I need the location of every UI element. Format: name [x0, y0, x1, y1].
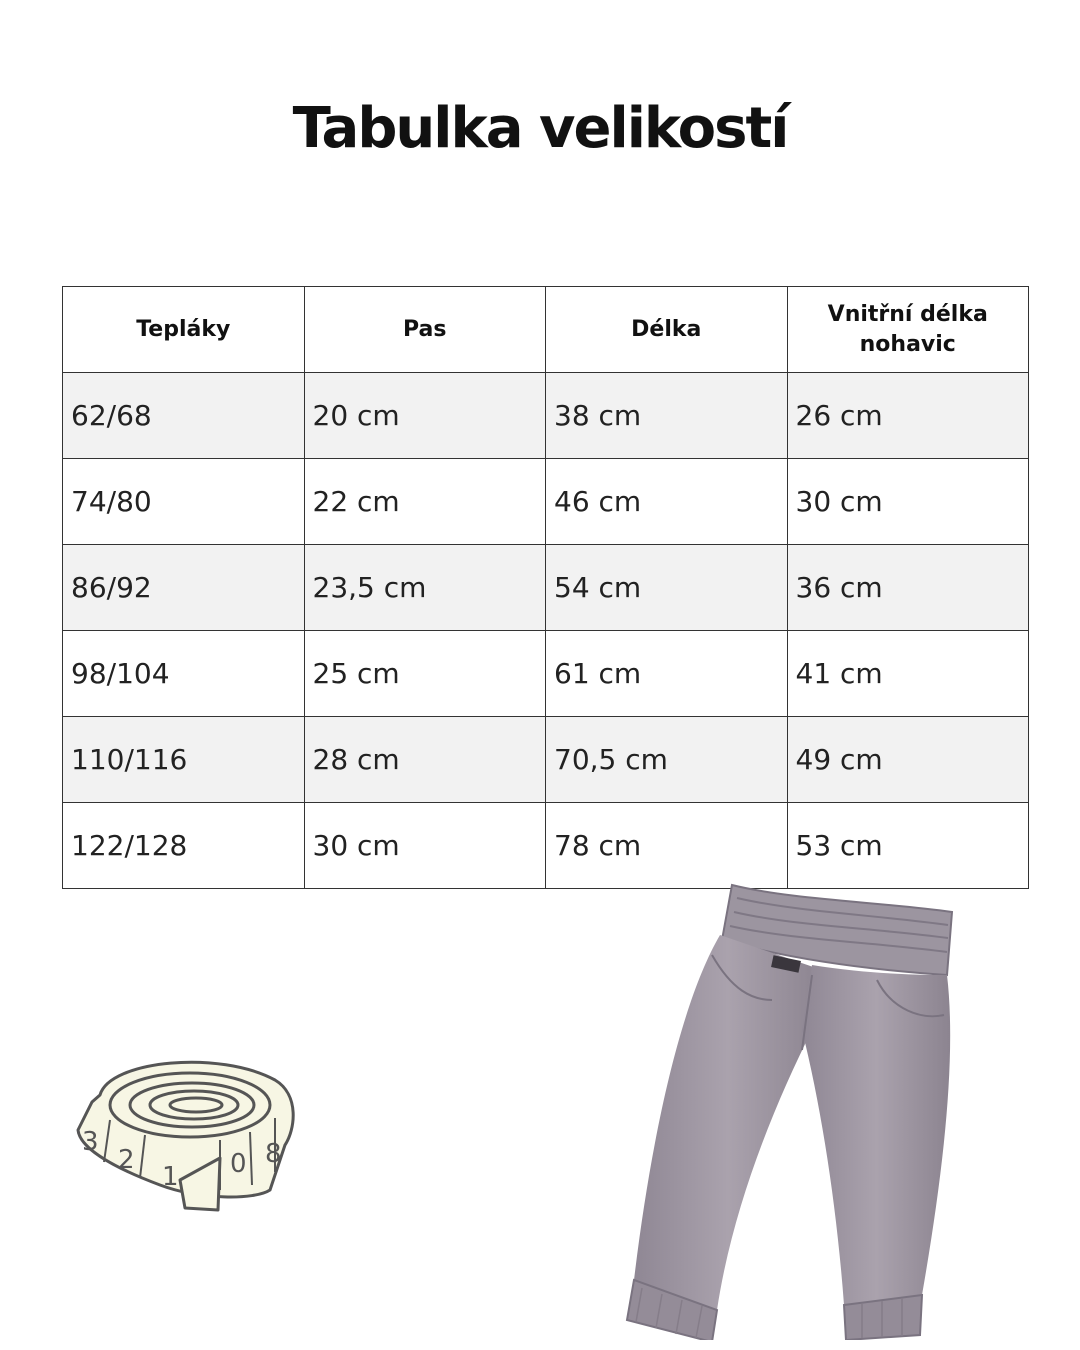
- table-cell-inseam: 36 cm: [787, 545, 1029, 631]
- table-cell-length: 54 cm: [546, 545, 788, 631]
- table-row: [63, 545, 1029, 631]
- tape-digit: 3: [82, 1127, 99, 1157]
- table-cell-length: 78 cm: [546, 803, 788, 889]
- table-cell-inseam: 49 cm: [787, 717, 1029, 803]
- table-row: [63, 373, 1029, 459]
- tape-digit: 1: [162, 1162, 179, 1192]
- table-cell-size: 86/92: [63, 545, 305, 631]
- tape-digit: 0: [230, 1149, 247, 1179]
- table-header-row: [63, 287, 1029, 373]
- table-row: [63, 803, 1029, 889]
- table-cell-waist: 28 cm: [304, 717, 546, 803]
- table-cell-inseam: 30 cm: [787, 459, 1029, 545]
- table-cell-size: 110/116: [63, 717, 305, 803]
- column-header-delka: Délka: [546, 287, 788, 373]
- table-cell-length: 70,5 cm: [546, 717, 788, 803]
- table-cell-inseam: 26 cm: [787, 373, 1029, 459]
- table-cell-length: 38 cm: [546, 373, 788, 459]
- table-cell-length: 61 cm: [546, 631, 788, 717]
- table-cell-waist: 23,5 cm: [304, 545, 546, 631]
- table-cell-length: 46 cm: [546, 459, 788, 545]
- column-header-vnitrni-delka: Vnitřní délka nohavic: [787, 287, 1029, 373]
- tape-digit: 8: [265, 1139, 282, 1169]
- measuring-tape-icon: [70, 1050, 300, 1230]
- table-cell-inseam: 41 cm: [787, 631, 1029, 717]
- size-table: [62, 286, 1029, 889]
- page-title: Tabulka velikostí: [292, 96, 788, 161]
- table-cell-waist: 22 cm: [304, 459, 546, 545]
- column-header-teplaky: Tepláky: [63, 287, 305, 373]
- table-cell-inseam: 53 cm: [787, 803, 1029, 889]
- table-cell-size: 62/68: [63, 373, 305, 459]
- sweatpants-image: [622, 880, 962, 1340]
- table-row: [63, 631, 1029, 717]
- table-row: [63, 459, 1029, 545]
- table-cell-waist: 30 cm: [304, 803, 546, 889]
- table-cell-size: 74/80: [63, 459, 305, 545]
- table-cell-waist: 20 cm: [304, 373, 546, 459]
- table-cell-size: 122/128: [63, 803, 305, 889]
- tape-digit: 2: [118, 1145, 135, 1175]
- column-header-pas: Pas: [304, 287, 546, 373]
- table-cell-waist: 25 cm: [304, 631, 546, 717]
- table-cell-size: 98/104: [63, 631, 305, 717]
- table-row: [63, 717, 1029, 803]
